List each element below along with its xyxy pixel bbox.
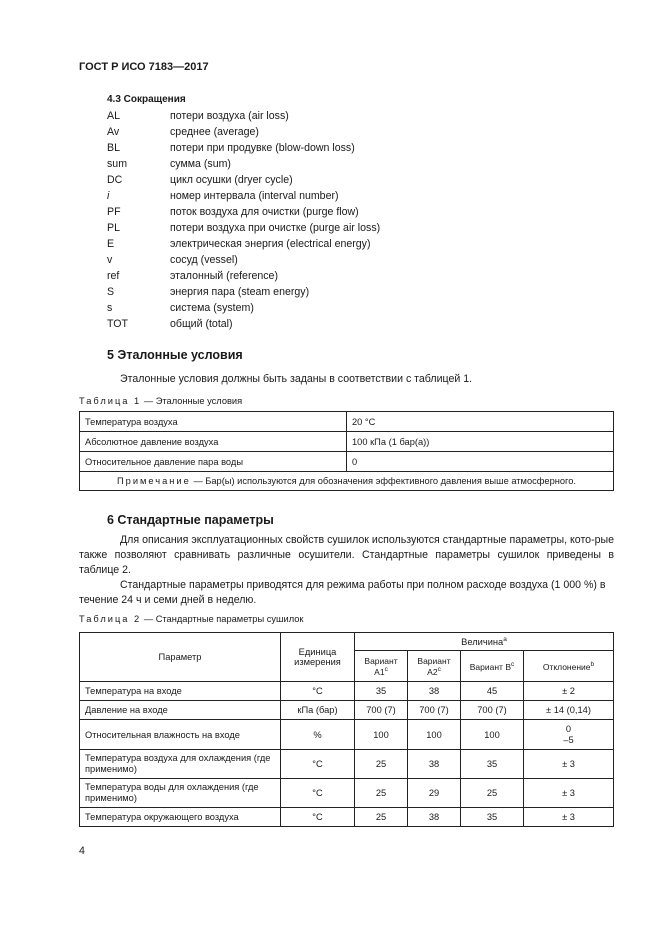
table-2-caption-title: — Стандартные параметры сушилок [143, 614, 304, 624]
abbr-value: среднее (average) [170, 126, 259, 138]
table-row [80, 720, 614, 750]
abbr-value: общий (total) [170, 318, 233, 330]
header-value [355, 633, 614, 651]
table-row [80, 682, 614, 701]
list-item [107, 156, 587, 172]
abbr-key: DC [107, 174, 123, 186]
table-cell: % [281, 720, 355, 750]
table-1-caption-label: Таблица 1 [79, 396, 142, 406]
table-cell: Относительное давление пара воды [80, 452, 347, 472]
abbr-value: система (system) [170, 302, 254, 314]
header-deviation [524, 651, 614, 682]
table-row [80, 779, 614, 808]
abbreviations-list [107, 108, 587, 332]
abbr-key: PF [107, 206, 121, 218]
header-variant-b [461, 651, 524, 682]
table-cell: 25 [355, 779, 408, 808]
abbreviations-title: 4.3 Сокращения [107, 94, 186, 105]
list-item [107, 124, 587, 140]
list-item [107, 236, 587, 252]
footnote-marker: c [510, 660, 515, 668]
abbr-key: TOT [107, 318, 128, 330]
footnote-marker: c [384, 665, 388, 673]
abbr-key: s [107, 302, 113, 314]
table-cell: Температура воздуха для охлаждения (где применимо) [80, 750, 281, 779]
abbr-key: E [107, 238, 115, 250]
section-5-title: 5 Эталонные условия [107, 348, 243, 362]
header-unit: Единица измерения [281, 633, 355, 682]
abbr-value: сосуд (vessel) [170, 254, 238, 266]
header-variant-b-label: Вариант В [469, 661, 511, 672]
table-cell: кПа (бар) [281, 701, 355, 720]
abbr-key: v [107, 254, 113, 266]
section-6-paragraph-2: Стандартные параметры приводятся для режима работы при полном расходе воздуха (1 000 %) в течение 24 ч и семи дней в неделю. [79, 579, 606, 606]
list-item [107, 140, 587, 156]
table-cell: Относительная влажность на входе [80, 720, 281, 750]
page-number: 4 [79, 845, 85, 857]
abbr-value: номер интервала (interval number) [170, 190, 339, 202]
table-cell: 100 [461, 720, 524, 750]
section-5-text: Эталонные условия должны быть заданы в соответствии с таблицей 1. [120, 373, 473, 385]
header-variant-a1-label: Вариант А1 [364, 655, 398, 677]
abbr-key: AL [107, 110, 120, 122]
abbr-value: электрическая энергия (electrical energy) [170, 238, 371, 250]
table-cell: ± 3 [524, 808, 614, 827]
footnote-marker: b [590, 660, 595, 668]
abbr-value: сумма (sum) [170, 158, 231, 170]
table-cell: Температура окружающего воздуха [80, 808, 281, 827]
abbr-key: i [107, 190, 110, 202]
table-cell [524, 720, 614, 750]
table-2-caption-label: Таблица 2 [79, 614, 142, 624]
list-item [107, 188, 587, 204]
section-6-title: 6 Стандартные параметры [107, 513, 274, 527]
abbr-value: потери при продувке (blow-down loss) [170, 142, 355, 154]
abbr-value: энергия пара (steam energy) [170, 286, 310, 298]
table-cell: Давление на входе [80, 701, 281, 720]
table-cell: 45 [461, 682, 524, 701]
table-1 [79, 411, 614, 491]
table-note-row [80, 472, 614, 491]
abbr-key: PL [107, 222, 120, 234]
table-cell: ± 14 (0,14) [524, 701, 614, 720]
table-cell: 100 [355, 720, 408, 750]
table-cell: 25 [355, 808, 408, 827]
table-cell: Абсолютное давление воздуха [80, 432, 347, 452]
table-cell: °С [281, 750, 355, 779]
table-row [80, 750, 614, 779]
note-label: Примечание [116, 476, 191, 486]
table-2 [79, 632, 614, 827]
abbr-value: эталонный (reference) [170, 270, 278, 282]
list-item [107, 316, 587, 332]
list-item [107, 284, 587, 300]
table-cell: °С [281, 808, 355, 827]
table-cell: °С [281, 682, 355, 701]
table-cell: 700 (7) [408, 701, 461, 720]
table-cell: °С [281, 779, 355, 808]
table-1-caption [79, 396, 242, 406]
table-cell: ± 3 [524, 750, 614, 779]
table-row [80, 432, 614, 452]
note-text: — Бар(ы) используются для обозначения эффективного давления выше атмосферного. [190, 476, 576, 486]
table-cell: 38 [408, 808, 461, 827]
footnote-marker: a [503, 635, 507, 643]
abbr-key: ref [107, 270, 120, 282]
abbr-key: Av [107, 126, 120, 138]
table-cell: 35 [355, 682, 408, 701]
table-cell: 25 [461, 779, 524, 808]
header-parameter: Параметр [80, 633, 281, 682]
table-cell: 700 (7) [461, 701, 524, 720]
table-note [80, 472, 614, 491]
table-cell: Температура на входе [80, 682, 281, 701]
abbr-key: BL [107, 142, 120, 154]
table-cell: 35 [461, 750, 524, 779]
table-row [80, 701, 614, 720]
header-variant-a2 [408, 651, 461, 682]
list-item [107, 220, 587, 236]
list-item [107, 268, 587, 284]
table-cell: 38 [408, 750, 461, 779]
table-row [80, 452, 614, 472]
table-cell: Температура воды для охлаждения (где применимо) [80, 779, 281, 808]
table-cell: 29 [408, 779, 461, 808]
abbr-key: S [107, 286, 115, 298]
table-row [80, 412, 614, 432]
abbr-key: sum [107, 158, 128, 170]
abbr-value: потери воздуха при очистке (purge air loss) [170, 222, 381, 234]
table-cell: 700 (7) [355, 701, 408, 720]
header-variant-a2-label: Вариант А2 [417, 655, 451, 677]
table-cell: ± 2 [524, 682, 614, 701]
table-2-caption [79, 614, 303, 624]
document-header: ГОСТ Р ИСО 7183—2017 [79, 61, 209, 73]
abbr-value: потери воздуха (air loss) [170, 110, 289, 122]
footnote-marker: c [437, 665, 441, 673]
table-cell: 25 [355, 750, 408, 779]
table-cell: Температура воздуха [80, 412, 347, 432]
list-item [107, 108, 587, 124]
table-cell: 38 [408, 682, 461, 701]
table-1-caption-title: — Эталонные условия [143, 396, 243, 406]
section-6-paragraph-1: Для описания эксплуатационных свойств сушилок используются стандартные параметры, кото-рые также позволяют сравнивать различные осушители. Стандартные параметры сушилок приведены в таблице 2. [79, 534, 614, 576]
list-item [107, 172, 587, 188]
table-header-row [80, 633, 614, 651]
table-cell: 35 [461, 808, 524, 827]
abbr-value: поток воздуха для очистки (purge flow) [170, 206, 359, 218]
table-cell: 20 °С [347, 412, 614, 432]
table-cell: 100 кПа (1 бар(а)) [347, 432, 614, 452]
list-item [107, 204, 587, 220]
table-cell: ± 3 [524, 779, 614, 808]
deviation-upper: 0 [565, 723, 572, 734]
list-item [107, 300, 587, 316]
header-deviation-label: Отклонение [542, 661, 591, 672]
table-row [80, 808, 614, 827]
header-value-label: Величина [461, 637, 504, 648]
table-cell: 100 [408, 720, 461, 750]
abbr-value: цикл осушки (dryer cycle) [170, 174, 293, 186]
table-cell: 0 [347, 452, 614, 472]
header-variant-a1 [355, 651, 408, 682]
deviation-lower: –5 [563, 734, 574, 745]
list-item [107, 252, 587, 268]
